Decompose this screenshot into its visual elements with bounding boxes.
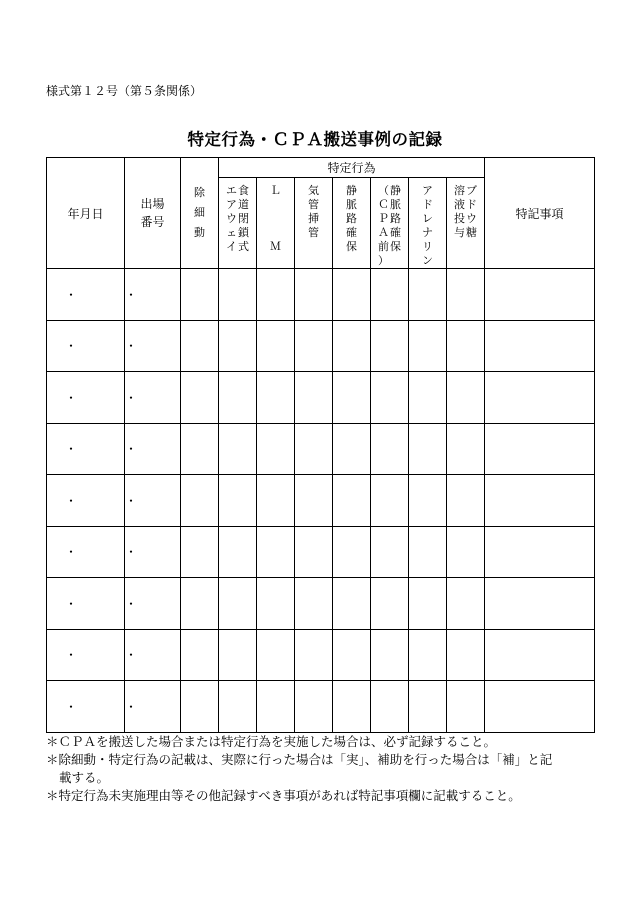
header-iv-access (333, 178, 371, 269)
document-title: 特定行為・ＣＰＡ搬送事例の記録 (187, 130, 443, 149)
header-iv-access-pre-cpa (371, 178, 409, 269)
header-char (274, 212, 278, 226)
entry-cell[interactable] (333, 372, 371, 424)
header-vertical-text (226, 184, 237, 254)
header-char: Ｐ (378, 212, 389, 225)
header-defibrillation (181, 158, 219, 269)
entry-cell[interactable] (219, 372, 257, 424)
form-number: 様式第１２号（第５条関係） (46, 84, 203, 98)
date-cell[interactable] (47, 681, 156, 733)
entry-cell[interactable] (409, 578, 447, 630)
entry-cell[interactable] (447, 372, 485, 424)
entry-cell[interactable] (371, 269, 409, 321)
header-vertical-text (390, 184, 401, 268)
entry-cell[interactable] (333, 681, 371, 733)
entry-cell[interactable] (181, 320, 219, 372)
header-char (274, 198, 278, 212)
table-row (47, 269, 595, 321)
entry-cell[interactable] (371, 423, 409, 475)
header-char: 与 (454, 226, 465, 239)
entry-cell[interactable] (257, 578, 295, 630)
entry-cell[interactable] (371, 526, 409, 578)
entry-cell[interactable] (181, 423, 219, 475)
entry-cell[interactable] (333, 320, 371, 372)
entry-cell[interactable] (295, 681, 333, 733)
header-char: リ (422, 240, 433, 253)
header-vertical-text (346, 184, 357, 254)
entry-cell[interactable] (219, 423, 257, 475)
entry-cell[interactable] (371, 372, 409, 424)
entry-cell[interactable] (485, 269, 595, 321)
table-row (47, 681, 595, 733)
entry-cell[interactable] (409, 320, 447, 372)
header-char: ド (466, 198, 477, 211)
note-line: 載する。 (59, 770, 110, 785)
header-vertical-text (238, 184, 249, 254)
entry-cell[interactable] (257, 372, 295, 424)
entry-cell[interactable] (295, 372, 333, 424)
entry-cell[interactable] (485, 629, 595, 681)
header-char: 閉 (238, 212, 249, 225)
entry-cell[interactable] (485, 423, 595, 475)
entry-cell[interactable] (219, 578, 257, 630)
table-row (47, 578, 595, 630)
entry-cell[interactable] (219, 629, 257, 681)
header-dispatch-line-2: 番号 (140, 215, 165, 229)
header-remarks: 特記事項 (485, 158, 595, 269)
entry-cell[interactable] (181, 629, 219, 681)
date-cell[interactable] (47, 526, 156, 578)
header-char: 保 (346, 240, 357, 253)
entry-cell[interactable] (219, 681, 257, 733)
entry-cell[interactable] (257, 269, 295, 321)
entry-cell[interactable] (409, 475, 447, 527)
header-defib-char: 除 (194, 186, 205, 199)
header-char: 式 (238, 240, 249, 253)
entry-cell[interactable] (219, 475, 257, 527)
table-row (47, 423, 595, 475)
header-defib-char: 動 (194, 226, 205, 239)
header-char: 糖 (466, 226, 477, 239)
entry-cell[interactable] (257, 475, 295, 527)
header-vertical-text (466, 184, 477, 240)
header-vertical-text (270, 184, 281, 254)
entry-cell[interactable] (181, 526, 219, 578)
header-char: Ａ (378, 226, 389, 239)
entry-cell[interactable] (181, 372, 219, 424)
header-char: 確 (390, 226, 401, 239)
entry-cell[interactable] (257, 526, 295, 578)
entry-cell[interactable] (295, 475, 333, 527)
entry-cell[interactable] (295, 320, 333, 372)
header-vertical-text (454, 184, 465, 240)
header-char: 液 (454, 198, 465, 211)
entry-cell[interactable] (371, 320, 409, 372)
header-char: ウ (466, 212, 477, 225)
entry-cell[interactable] (333, 475, 371, 527)
header-char: 投 (454, 212, 465, 225)
header-char: レ (422, 212, 433, 225)
notes (46, 733, 606, 805)
header-char: Ｌ (270, 184, 281, 197)
date-placeholder: ・ ・ (65, 442, 156, 457)
header-char: ド (422, 198, 433, 211)
header-char: Ｍ (270, 240, 281, 253)
entry-cell[interactable] (333, 629, 371, 681)
note-line: ＊ＣＰＡを搬送した場合または特定行為を実施した場合は、必ず記録すること。 (46, 734, 497, 749)
date-placeholder: ・ ・ (65, 648, 156, 663)
entry-cell[interactable] (181, 269, 219, 321)
header-char: エ (226, 184, 237, 197)
entry-cell[interactable] (295, 269, 333, 321)
header-char: 静 (390, 184, 401, 197)
entry-cell[interactable] (257, 320, 295, 372)
header-esophageal-obturator-airway (219, 178, 257, 269)
header-char: 鎖 (238, 226, 249, 239)
date-placeholder: ・ ・ (65, 545, 156, 560)
record-table (46, 157, 595, 733)
header-char: 道 (238, 198, 249, 211)
header-char: ） (378, 254, 389, 267)
table-row (47, 526, 595, 578)
header-char: 気 (308, 184, 319, 197)
entry-cell[interactable] (371, 475, 409, 527)
header-char: 路 (390, 212, 401, 225)
entry-cell[interactable] (485, 681, 595, 733)
entry-cell[interactable] (409, 526, 447, 578)
entry-cell[interactable] (447, 423, 485, 475)
entry-cell[interactable] (409, 372, 447, 424)
entry-cell[interactable] (447, 320, 485, 372)
entry-cell[interactable] (409, 423, 447, 475)
entry-cell[interactable] (333, 578, 371, 630)
entry-cell[interactable] (333, 423, 371, 475)
header-char (274, 226, 278, 240)
header-adrenaline (409, 178, 447, 269)
header-tracheal-intubation (295, 178, 333, 269)
header-char: ナ (422, 226, 433, 239)
header-char: イ (226, 240, 237, 253)
header-char: 挿 (308, 212, 319, 225)
header-char: ン (422, 254, 433, 267)
date-cell[interactable] (47, 269, 156, 321)
entry-cell[interactable] (333, 269, 371, 321)
header-char: ェ (226, 226, 237, 239)
header-char: 確 (346, 226, 357, 239)
entry-cell[interactable] (485, 526, 595, 578)
table-row (47, 320, 595, 372)
entry-cell[interactable] (333, 526, 371, 578)
entry-cell[interactable] (447, 475, 485, 527)
header-char: 静 (346, 184, 357, 197)
entry-cell[interactable] (181, 681, 219, 733)
header-vertical-text (422, 184, 433, 268)
entry-cell[interactable] (257, 629, 295, 681)
entry-cell[interactable] (485, 320, 595, 372)
entry-cell[interactable] (219, 320, 257, 372)
header-char: 保 (390, 240, 401, 253)
table-row (47, 629, 595, 681)
header-lm (257, 178, 295, 269)
header-specified-acts: 特定行為 (219, 158, 485, 178)
header-dispatch-number (125, 158, 181, 269)
header-char: 路 (346, 212, 357, 225)
date-cell[interactable] (47, 629, 156, 681)
header-char: 管 (308, 198, 319, 211)
entry-cell[interactable] (409, 269, 447, 321)
header-char: 管 (308, 226, 319, 239)
entry-cell[interactable] (181, 578, 219, 630)
header-char: ア (226, 198, 237, 211)
entry-cell[interactable] (219, 269, 257, 321)
date-cell[interactable] (47, 578, 156, 630)
header-char: Ｃ (378, 198, 389, 211)
date-cell[interactable] (47, 423, 156, 475)
date-placeholder: ・ ・ (65, 287, 156, 302)
header-dispatch-line-1: 出場 (140, 197, 165, 211)
entry-cell[interactable] (295, 629, 333, 681)
header-defib-char: 細 (194, 206, 205, 219)
entry-cell[interactable] (409, 629, 447, 681)
entry-cell[interactable] (257, 681, 295, 733)
date-placeholder: ・ ・ (65, 390, 156, 405)
entry-cell[interactable] (485, 372, 595, 424)
entry-cell[interactable] (181, 475, 219, 527)
table-row (47, 475, 595, 527)
header-char: ア (422, 184, 433, 197)
header-glucose-administration (447, 178, 485, 269)
entry-cell[interactable] (447, 578, 485, 630)
entry-cell[interactable] (295, 526, 333, 578)
entry-cell[interactable] (447, 629, 485, 681)
header-char: ウ (226, 212, 237, 225)
date-placeholder: ・ ・ (65, 596, 156, 611)
entry-cell[interactable] (295, 423, 333, 475)
entry-cell[interactable] (219, 526, 257, 578)
entry-cell[interactable] (295, 578, 333, 630)
header-vertical-text (378, 184, 389, 268)
entry-cell[interactable] (371, 578, 409, 630)
date-placeholder: ・ ・ (65, 699, 156, 714)
entry-cell[interactable] (409, 681, 447, 733)
date-placeholder: ・ ・ (65, 339, 156, 354)
entry-cell[interactable] (447, 526, 485, 578)
header-date: 年月日 (47, 158, 125, 269)
date-cell[interactable] (47, 320, 156, 372)
entry-cell[interactable] (257, 423, 295, 475)
date-cell[interactable] (47, 475, 156, 527)
entry-cell[interactable] (447, 681, 485, 733)
header-char: 脈 (390, 198, 401, 211)
entry-cell[interactable] (371, 629, 409, 681)
note-line: ＊特定行為未実施理由等その他記録すべき事項があれば特記事項欄に記載すること。 (46, 788, 521, 803)
entry-cell[interactable] (485, 475, 595, 527)
note-line: ＊除細動・特定行為の記載は、実際に行った場合は「実」、補助を行った場合は「補」と記 (46, 752, 553, 767)
entry-cell[interactable] (371, 681, 409, 733)
header-char: 溶 (454, 184, 465, 197)
entry-cell[interactable] (447, 269, 485, 321)
header-char: 前 (378, 240, 389, 253)
header-vertical-text (308, 184, 319, 240)
header-char: 脈 (346, 198, 357, 211)
entry-cell[interactable] (485, 578, 595, 630)
date-cell[interactable] (47, 372, 156, 424)
header-char: （ (378, 184, 389, 197)
table-row (47, 372, 595, 424)
header-char: 食 (238, 184, 249, 197)
date-placeholder: ・ ・ (65, 493, 156, 508)
header-char: ブ (466, 184, 477, 197)
